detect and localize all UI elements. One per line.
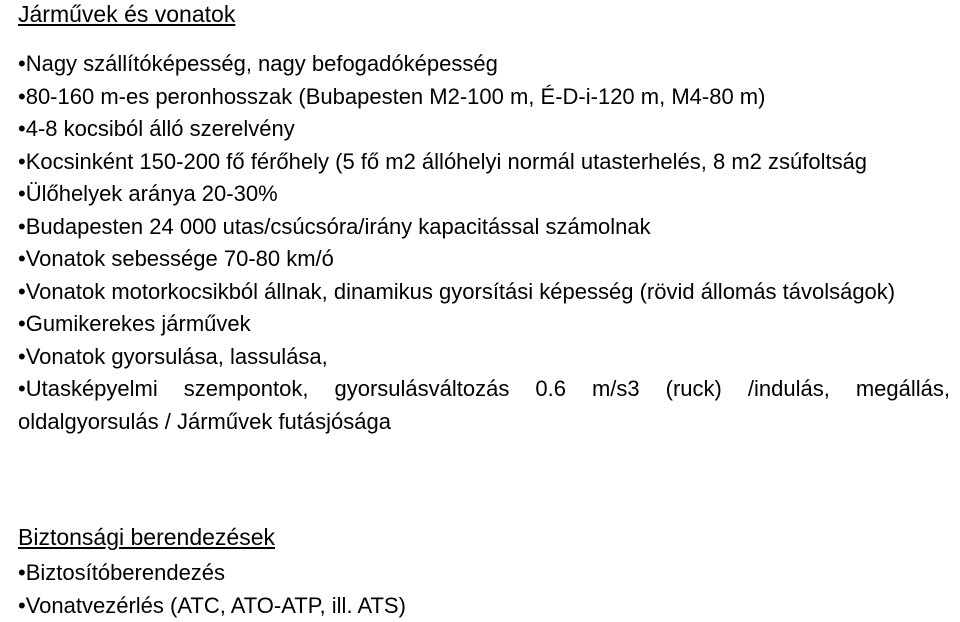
list-item-text: Vonatok sebessége 70-80 km/ó xyxy=(26,246,334,271)
list-item-text: Ülőhelyek aránya 20-30% xyxy=(26,181,278,206)
bullet-icon: • xyxy=(18,84,26,109)
bullet-icon: • xyxy=(18,246,26,271)
list-item xyxy=(18,243,950,276)
list-item xyxy=(18,590,950,622)
bullet-icon: • xyxy=(18,149,26,174)
bullet-icon: • xyxy=(18,376,26,401)
safety-bullet-list xyxy=(18,557,950,622)
list-item-text: 4-8 kocsiból álló szerelvény xyxy=(26,116,295,141)
bullet-icon: • xyxy=(18,181,26,206)
section-title-vehicles: Járművek és vonatok xyxy=(18,0,235,28)
bullet-icon: • xyxy=(18,279,26,304)
bullet-icon: • xyxy=(18,311,26,336)
list-item xyxy=(18,113,950,146)
list-item-text: 80-160 m-es peronhosszak (Bubapesten M2-100 m, É-D-i-120 m, M4-80 m) xyxy=(26,84,766,109)
list-item-text: Nagy szállítóképesség, nagy befogadóképesség xyxy=(26,51,498,76)
list-item-text: Vonatvezérlés (ATC, ATO-ATP, ill. ATS) xyxy=(26,593,406,618)
list-item xyxy=(18,178,950,211)
list-item xyxy=(18,146,950,179)
bullet-icon: • xyxy=(18,593,26,618)
list-item-text: Biztosítóberendezés xyxy=(26,560,225,585)
list-item xyxy=(18,308,950,341)
list-item-text: Utasképyelmi szempontok, gyorsulásváltozás 0.6 m/s3 (ruck) /indulás, megállás, oldalgyorsulás / Járművek futásjósága xyxy=(18,376,950,434)
list-item-text: Vonatok motorkocsikból állnak, dinamikus gyorsítási képesség (rövid állomás távolságok) xyxy=(26,279,895,304)
vehicles-bullet-list xyxy=(18,48,950,438)
bullet-icon: • xyxy=(18,344,26,369)
list-item xyxy=(18,341,950,374)
bullet-icon: • xyxy=(18,116,26,141)
list-item-text: Vonatok gyorsulása, lassulása, xyxy=(26,344,328,369)
bullet-icon: • xyxy=(18,214,26,239)
bullet-icon: • xyxy=(18,560,26,585)
list-item xyxy=(18,557,950,590)
list-item xyxy=(18,48,950,81)
list-item xyxy=(18,81,950,114)
list-item-text: Gumikerekes járművek xyxy=(26,311,251,336)
bullet-icon: • xyxy=(18,51,26,76)
list-item xyxy=(18,276,950,309)
list-item xyxy=(18,211,950,244)
section-title-safety: Biztonsági berendezések xyxy=(18,523,275,551)
list-item xyxy=(18,373,950,438)
list-item-text: Budapesten 24 000 utas/csúcsóra/irány kapacitással számolnak xyxy=(26,214,651,239)
list-item-text: Kocsinként 150-200 fő férőhely (5 fő m2 állóhelyi normál utasterhelés, 8 m2 zsúfoltság xyxy=(26,149,867,174)
